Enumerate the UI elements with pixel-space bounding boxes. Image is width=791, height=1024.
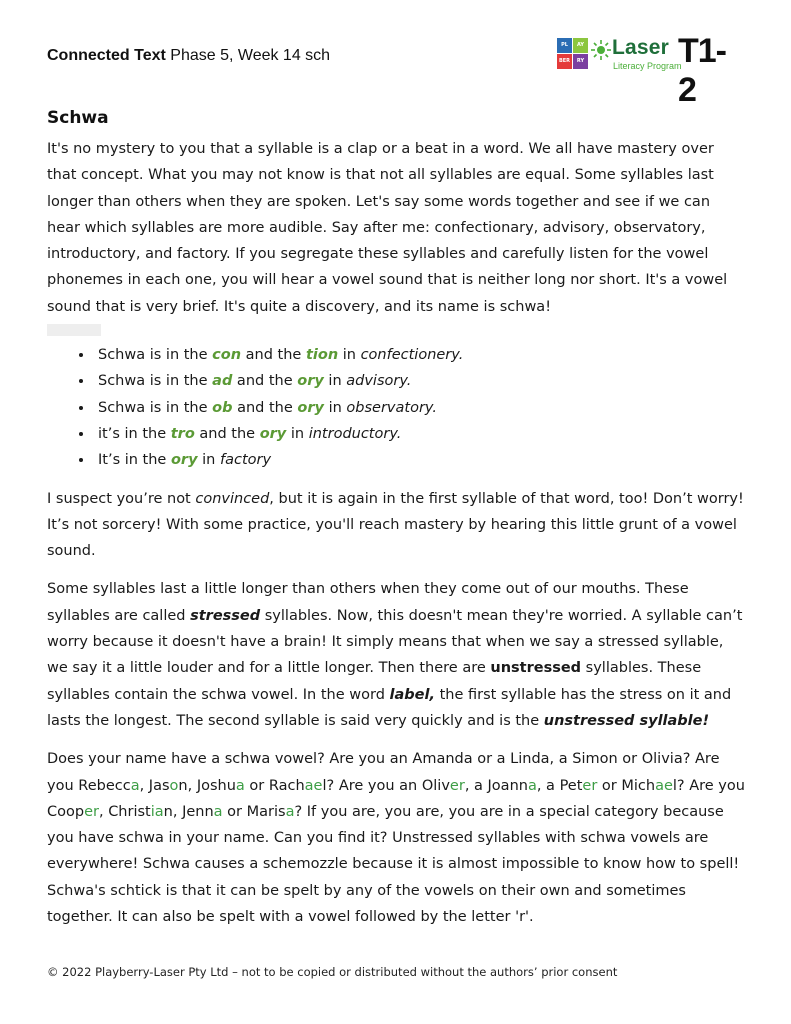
example-word: confectionery. xyxy=(360,347,464,364)
highlight-syllable: ory xyxy=(259,425,287,442)
list-item: • Schwa is in the ob and the ory in observatory. xyxy=(94,395,747,421)
page-header-title xyxy=(47,47,330,65)
main-content xyxy=(47,136,747,942)
schwa-letter: ae xyxy=(655,777,673,794)
example-word: observatory. xyxy=(346,399,437,416)
term-stressed: stressed xyxy=(190,607,261,624)
logo-subtitle: Literacy Program xyxy=(613,61,682,71)
copyright-footer: © 2022 Playberry-Laser Pty Ltd – not to be copied or distributed without the authors’ prior consent xyxy=(47,965,618,979)
term-label: label, xyxy=(389,686,435,703)
highlight-syllable: tro xyxy=(170,425,195,442)
logo-tile: PL xyxy=(557,38,572,53)
example-word: introductory. xyxy=(308,425,402,442)
schwa-letter: a xyxy=(235,777,245,794)
laser-logo xyxy=(557,32,742,109)
schwa-letter: a xyxy=(130,777,140,794)
highlight-syllable: ory xyxy=(170,452,198,469)
highlight-syllable: tion xyxy=(305,347,339,364)
schwa-letter: a xyxy=(285,803,295,820)
logo-tile: AY xyxy=(573,38,588,53)
schwa-letter: o xyxy=(169,777,179,794)
paragraph-stressed: Some syllables last a little longer than others when they come out of our mouths. These syllables are called stressed syllables. Now, this doesn't mean they're worried. A syllable can’t worry because it doesn't have a brain! It simply means that when we say a stressed syllable, we say it a little louder and for a little longer. Then there are unstressed syllables. These syllables contain the schwa vowel. In the word label, the first syllable has the stress on it and lasts the longest. The second syllable is said very quickly and is the unstressed syllable! xyxy=(47,581,743,729)
section-heading: Schwa xyxy=(47,108,109,128)
header-title-rest: Phase 5, Week 14 sch xyxy=(165,47,331,64)
schwa-letter: a xyxy=(213,803,223,820)
paragraph-convinced: I suspect you’re not convinced, but it is again in the first syllable of that word, too! Don’t worry! It’s not sorcery! With some practice, you'll reach mastery by hearing this little grunt of a vowel sound. xyxy=(47,490,744,560)
logo-level: T1-2 xyxy=(678,32,726,109)
highlight-syllable: ory xyxy=(297,399,324,416)
example-word: advisory. xyxy=(346,373,412,390)
list-item: • it’s in the tro and the ory in introductory. xyxy=(94,421,747,447)
highlight-syllable: con xyxy=(212,347,242,364)
example-word: factory xyxy=(219,452,272,469)
logo-tile: RY xyxy=(573,54,588,69)
logo-tile: BER xyxy=(557,54,572,69)
list-item: • Schwa is in the ad and the ory in advisory. xyxy=(94,368,747,394)
paragraph-names: Does your name have a schwa vowel? Are you an Amanda or a Linda, a Simon or Olivia? Are you Rebecca, Jason, Joshua or Rachael? Are you an Oliver, a Joanna, a Peter or Michael? Are you Cooper, Christian, Jenna or Marisa? If you are, you are, you are in a special category because you have schwa in your name. Can you find it? Unstressed syllables with schwa vowels are everywhere! Schwa causes a schemozzle because it is almost impossible to know how to spell! Schwa's schtick is that it can be spelt by any of the vowels on their own and sometimes together. It can also be spelt with a vowel followed by the letter 'r'. xyxy=(47,751,745,926)
list-item: • Schwa is in the con and the tion in confectionery. xyxy=(94,342,747,368)
playberry-tiles-logo xyxy=(557,38,589,70)
schwa-letter: a xyxy=(527,777,537,794)
highlight-syllable: ob xyxy=(212,399,233,416)
term-unstressed-syllable: unstressed syllable! xyxy=(543,712,710,729)
schwa-letter: ia xyxy=(150,803,164,820)
highlight-syllable: ad xyxy=(212,373,233,390)
schwa-letter: er xyxy=(84,803,99,820)
logo-brand: Laser xyxy=(612,36,670,59)
schwa-bullet-list xyxy=(47,342,747,473)
term-unstressed: unstressed xyxy=(490,660,582,677)
intro-paragraph: It's no mystery to you that a syllable is a clap or a beat in a word. We all have mastery over that concept. What you may not know is that not all syllables are equal. Some syllables last longer than others when they are spoken. Let's say some words together and see if we can hear which syllables are more audible. Say after me: confectionary, advisory, observatory, introductory, and factory. If you segregate these syllables and carefully listen for the vowel phonemes in each one, you will hear a vowel sound that is neither long nor short. It's a vowel sound that is very brief. It's quite a discovery, and its name is schwa! xyxy=(47,141,728,315)
schwa-letter: er xyxy=(449,777,465,794)
list-item: • It’s in the ory in factory xyxy=(94,447,747,473)
header-title-bold: Connected Text xyxy=(47,47,166,64)
schwa-letter: ae xyxy=(304,777,323,794)
sun-icon xyxy=(591,40,611,60)
placeholder-box xyxy=(47,324,101,336)
highlight-syllable: ory xyxy=(297,373,324,390)
schwa-letter: er xyxy=(582,777,598,794)
